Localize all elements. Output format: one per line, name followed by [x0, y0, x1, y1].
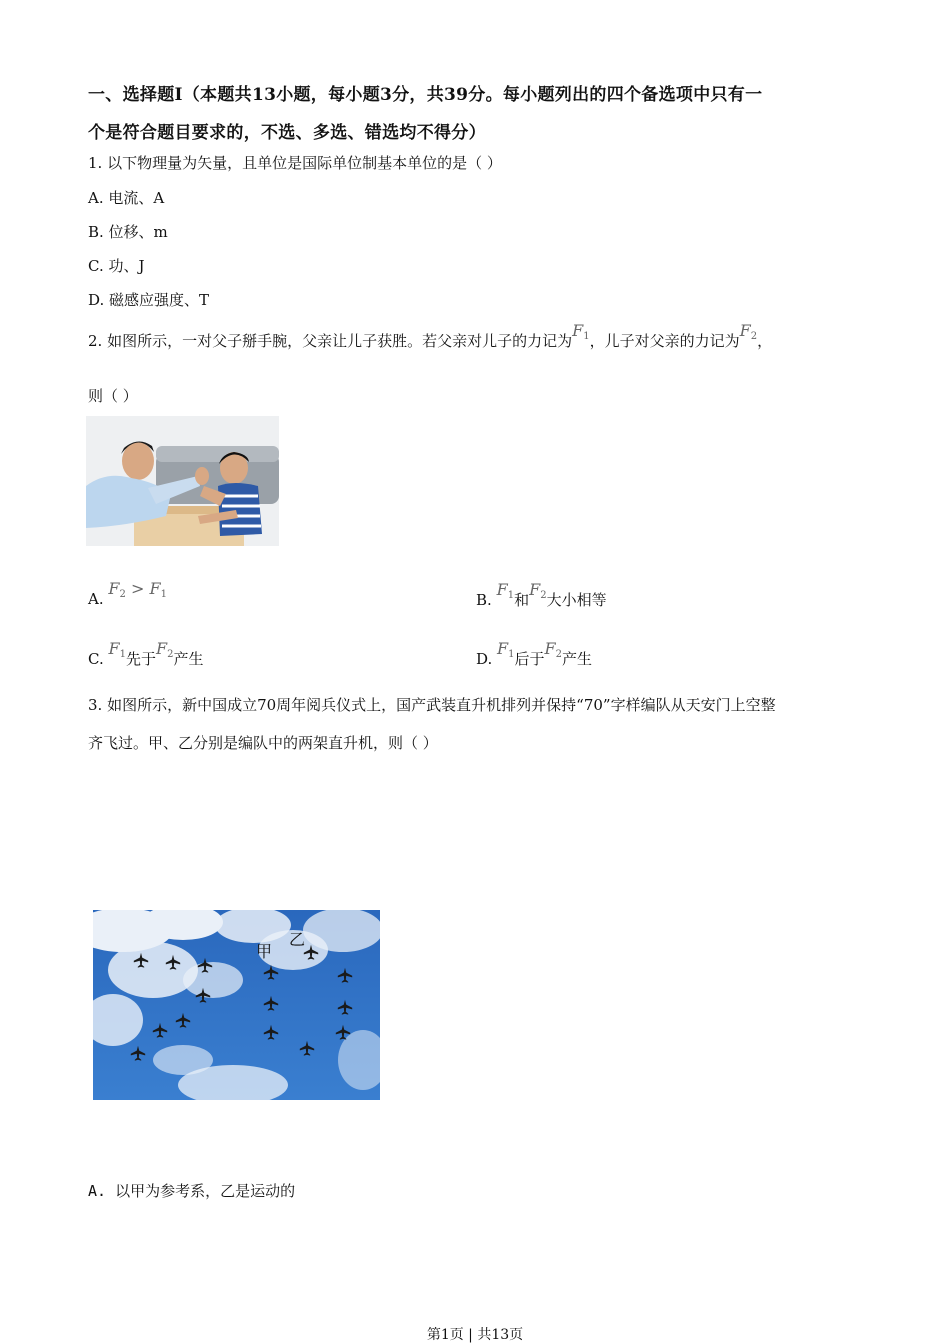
q2-option-d-f2: $F_2$ — [544, 639, 563, 660]
q2-stem-part2: ，儿子对父亲的力记为 — [589, 332, 740, 350]
q3-stem-line2: 齐飞过。甲、乙分别是编队中的两架直升机，则（ ） — [88, 734, 438, 752]
arm-wrestling-photo — [86, 416, 279, 546]
page-footer: 第1页 | 共13页 — [426, 1327, 524, 1343]
q2-option-c-label: C. — [88, 650, 104, 668]
q2-option-c-f1: $F_1$ — [108, 639, 126, 660]
q2-option-c-mid: 先于 — [125, 650, 156, 668]
q1-option-c: C. 功、J — [88, 257, 145, 275]
q2-option-d — [476, 639, 593, 670]
helicopter-formation-photo — [93, 910, 380, 1100]
q2-option-c-tail: 产生 — [173, 650, 204, 668]
label-jia: 甲 — [256, 942, 273, 961]
q2-stem-line2: 则（ ） — [88, 387, 138, 405]
q1-stem: 1. 以下物理量为矢量，且单位是国际单位制基本单位的是（ ） — [88, 154, 502, 172]
section-title-line2: 个是符合题目要求的，不选、多选、错选均不得分） — [88, 123, 486, 143]
q2-option-b-tail: 大小相等 — [546, 591, 607, 609]
q2-stem-part3: ， — [757, 332, 773, 350]
q2-f1: $F_1$ — [572, 321, 590, 342]
section-title-line1: 一、选择题Ⅰ（本题共13小题，每小题3分，共39分。每小题列出的四个备选项中只有一 — [88, 85, 763, 105]
q2-option-b-f2: $F_2$ — [529, 580, 547, 601]
q2-option-d-mid: 后于 — [514, 650, 545, 668]
q2-option-c-f2: $F_2$ — [156, 639, 174, 660]
q2-option-d-f1: $F_1$ — [497, 639, 515, 660]
q1-option-b: B. 位移、m — [88, 223, 168, 241]
q2-option-a-label: A. — [88, 590, 104, 608]
q2-option-a-expr: $F_2 > F_1$ — [108, 579, 167, 600]
q2-stem-part1: 2. 如图所示，一对父子掰手腕，父亲让儿子获胜。若父亲对儿子的力记为 — [88, 332, 573, 350]
q2-option-d-tail: 产生 — [562, 650, 593, 668]
q3-stem-line1: 3. 如图所示，新中国成立70周年阅兵仪式上，国产武装直升机排列并保持“70”字样编队从天安门上空整 — [88, 696, 776, 714]
q1-option-d: D. 磁感应强度、T — [88, 291, 210, 309]
q2-option-b — [476, 580, 607, 611]
label-yi: 乙 — [289, 930, 306, 949]
q2-f2: $F_2$ — [739, 321, 758, 342]
q2-option-b-label: B. — [476, 591, 492, 609]
q2-option-b-he: 和 — [514, 591, 530, 609]
q2-option-d-label: D. — [476, 650, 493, 668]
q1-option-a: A. 电流、A — [88, 189, 165, 207]
q2-option-c — [88, 639, 204, 670]
q2-option-a — [88, 579, 167, 610]
q2-stem — [88, 321, 773, 352]
q3-option-a: A. 以甲为参考系，乙是运动的 — [88, 1182, 296, 1200]
q2-option-b-f1: $F_1$ — [496, 580, 515, 601]
